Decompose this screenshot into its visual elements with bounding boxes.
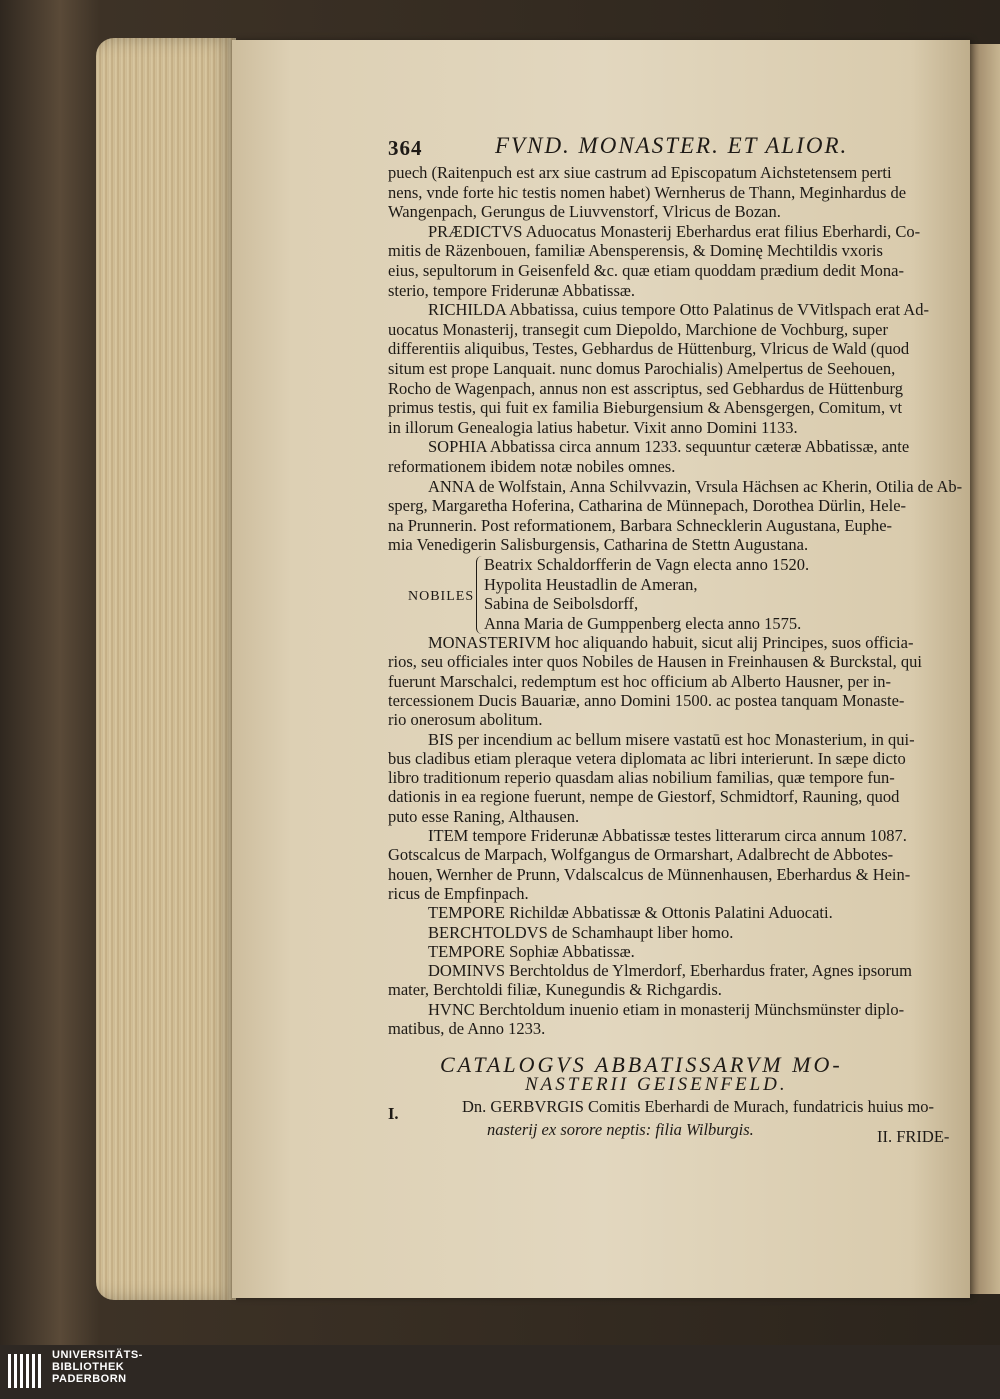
nobiles-item: Beatrix Schaldorfferin de Vagn electa anno 1520. <box>484 555 810 574</box>
page-number: 364 <box>388 136 423 160</box>
catchword: II. FRIDE- <box>877 1127 950 1146</box>
text-line: fuerunt Marschalci, redemptum est hoc officium ab Alberto Hausner, per in- <box>388 671 892 691</box>
footer-bar <box>0 1345 1000 1399</box>
text-line: mia Venedigerin Salisburgensis, Catharina de Stettn Augustana. <box>388 535 809 555</box>
text-line: PRÆDICTVS Aduocatus Monasterij Eberhardus erat filius Eberhardi, Co- <box>428 221 921 241</box>
nobiles-item: Sabina de Seibolsdorff, <box>484 594 639 614</box>
text-line: differentiis aliquibus, Testes, Gebhardus de Hüttenburg, Vlricus de Wald (quod <box>388 339 910 359</box>
text-line: reformationem ibidem notæ nobiles omnes. <box>388 457 676 476</box>
nobiles-item: Hypolita Heustadlin de Ameran, <box>484 574 698 594</box>
text-line: tercessionem Ducis Bauariæ, anno Domini 1500. ac postea tanquam Monaste- <box>388 690 905 710</box>
text-line: eius, sepultorum in Geisenfeld &c. quæ etiam quoddam prædium dedit Mona- <box>388 261 904 280</box>
text-line: DOMINVS Berchtoldus de Ylmerdorf, Eberhardus frater, Agnes ipsorum <box>428 961 912 981</box>
text-line: RICHILDA Abbatissa, cuius tempore Otto Palatinus de VVitlspach erat Ad- <box>428 300 929 320</box>
text-line: matibus, de Anno 1233. <box>388 1019 546 1038</box>
text-line: bus cladibus etiam pleraque vetera diplomata ac libri interierunt. In sæpe dicto <box>388 748 906 768</box>
text-line: situm est prope Lanquait. nunc domus Parochialis) Amelpertus de Seehouen, <box>388 359 896 378</box>
text-line: BIS per incendium ac bellum misere vastatū est hoc Monasterium, in qui- <box>428 729 915 749</box>
nobiles-item: Anna Maria de Gumppenberg electa anno 1575. <box>484 613 802 633</box>
text-line: libro traditionum reperio quasdam alias nobilium familias, quæ tempore fun- <box>388 768 895 788</box>
text-line: ricus de Empfinpach. <box>388 883 529 903</box>
text-line: MONASTERIVM hoc aliquando habuit, sicut alij Principes, suos officia- <box>428 633 914 652</box>
library-logo-icon <box>6 1350 46 1394</box>
text-line: TEMPORE Richildæ Abbatissæ & Ottonis Palatini Aduocati. <box>428 903 833 923</box>
text-line: Gotscalcus de Marpach, Wolfgangus de Ormarshart, Adalbrecht de Abbotes- <box>388 845 894 865</box>
text-line: in illorum Genealogia latius habetur. Vixit anno Domini 1133. <box>388 417 798 437</box>
nobiles-label: NOBILES <box>408 589 475 604</box>
text-line: puech (Raitenpuch est arx siue castrum ad Episcopatum Aichstetensem perti <box>388 163 892 182</box>
text-line: ANNA de Wolfstain, Anna Schilvvazin, Vrsula Hächsen ac Kherin, Otilia de Ab- <box>428 476 963 496</box>
facing-page-edge <box>966 44 1000 1294</box>
entry-number: I. <box>388 1104 399 1123</box>
text-line: SOPHIA Abbatissa circa annum 1233. sequuntur cæteræ Abbatissæ, ante <box>428 437 910 457</box>
catalog-title-line-2: NASTERII GEISENFELD. <box>525 1074 788 1095</box>
text-line: dationis in ea regione fuerunt, nempe de Giestorf, Schmidtorf, Rauning, quod <box>388 787 900 807</box>
text-line: BERCHTOLDVS de Schamhaupt liber homo. <box>428 922 734 942</box>
text-line: nens, vnde forte hic testis nomen habet) Wernherus de Thann, Meginhardus de <box>388 182 907 202</box>
text-line: HVNC Berchtoldum inuenio etiam in monasterij Münchsmünster diplo- <box>428 999 905 1019</box>
entry-line-1: Dn. GERBVRGIS Comitis Eberhardi de Murach, fundatricis huius mo- <box>462 1097 935 1116</box>
catalog-title-line-1: CATALOGVS ABBATISSARVM MO- <box>440 1052 843 1077</box>
text-line: sperg, Margaretha Hoferina, Catharina de Münnepach, Dorothea Dürlin, Hele- <box>388 496 907 516</box>
text-line: mitis de Räzenbouen, familiæ Abensperensis, & Dominę Mechtildis vxoris <box>388 241 883 261</box>
text-line: Wangenpach, Gerungus de Liuvvenstorf, Vlricus de Bozan. <box>388 202 781 222</box>
text-line: na Prunnerin. Post reformationem, Barbara Schnecklerin Augustana, Euphe- <box>388 515 893 535</box>
text-line: uocatus Monasterij, transegit cum Diepoldo, Marchione de Vochburg, super <box>388 319 888 339</box>
text-line: mater, Berchtoldi filiæ, Kunegundis & Richgardis. <box>388 980 722 1000</box>
text-line: puto esse Raning, Althausen. <box>388 806 580 826</box>
text-line: rio onerosum abolitum. <box>388 710 543 730</box>
text-line: rios, seu officiales inter quos Nobiles de Hausen in Freinhausen & Burckstal, qui <box>388 652 923 672</box>
text-line: Rocho de Wagenpach, annus non est asscriptus, sed Gebhardus de Hüttenburg <box>388 378 903 398</box>
book-page-edges <box>96 38 236 1300</box>
text-line: houen, Wernher de Prunn, Vdalscalcus de Münnenhausen, Eberhardus & Hein- <box>388 864 911 884</box>
entry-line-2: nasterij ex sorore neptis: filia Wilburgis. <box>487 1120 754 1139</box>
text-line: primus testis, qui fuit ex familia Bieburgensium & Abensgergen, Comitum, vt <box>388 398 903 418</box>
running-head: FVND. MONASTER. ET ALIOR. <box>495 133 849 158</box>
text-line: ITEM tempore Friderunæ Abbatissæ testes litterarum circa annum 1087. <box>428 826 907 845</box>
library-logo-text: UNIVERSITÄTS- BIBLIOTHEK PADERBORN <box>52 1349 143 1385</box>
text-line: sterio, tempore Friderunæ Abbatissæ. <box>388 280 636 300</box>
text-line: TEMPORE Sophiæ Abbatissæ. <box>428 941 635 961</box>
